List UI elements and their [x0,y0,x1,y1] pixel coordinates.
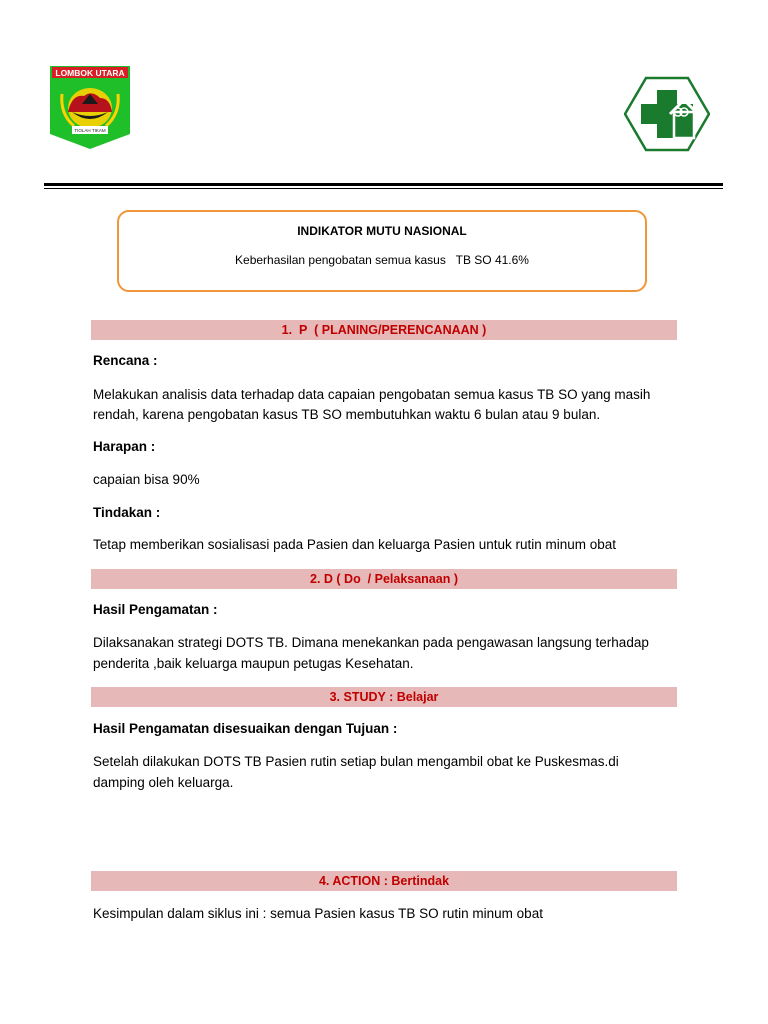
indicator-subtitle: Keberhasilan pengobatan semua kasus TB SO 41.6% [235,253,529,267]
study-line-2: damping oleh keluarga. [93,775,234,790]
section-heading-study: 3. STUDY : Belajar [91,687,677,707]
section-heading-plan: 1. P ( PLANING/PERENCANAAN ) [91,320,677,340]
tindakan-label: Tindakan : [93,505,161,520]
rencana-label: Rencana : [93,353,158,368]
rencana-line-2: rendah, karena pengobatan kasus TB SO membutuhkan waktu 6 bulan atau 9 bulan. [93,407,601,422]
section-heading-action: 4. ACTION : Bertindak [91,871,677,891]
study-line-1: Setelah dilakukan DOTS TB Pasien rutin setiap bulan mengambil obat ke Puskesmas.di [93,754,619,769]
do-line-2: penderita ,baik keluarga maupun petugas Kesehatan. [93,656,414,671]
header-divider-thin [44,188,723,189]
section-heading-do: 2. D ( Do / Pelaksanaan ) [91,569,677,589]
harapan-label: Harapan : [93,439,156,454]
rencana-line-1: Melakukan analisis data terhadap data capaian pengobatan semua kasus TB SO yang masih [93,387,651,402]
puskesmas-cross-icon [624,76,710,152]
crest-motto-text: TIOLAH TIKAM [74,128,106,133]
indicator-title: INDIKATOR MUTU NASIONAL [297,224,467,238]
study-observation-label: Hasil Pengamatan disesuaikan dengan Tujuan : [93,721,398,736]
lombok-utara-crest-icon [48,64,132,150]
harapan-text: capaian bisa 90% [93,472,200,487]
do-line-1: Dilaksanakan strategi DOTS TB. Dimana menekankan pada pengawasan langsung terhadap [93,635,649,650]
action-text: Kesimpulan dalam siklus ini : semua Pasien kasus TB SO rutin minum obat [93,906,543,921]
header-divider-thick [44,183,723,186]
indicator-box [117,210,647,292]
do-observation-label: Hasil Pengamatan : [93,602,218,617]
tindakan-text: Tetap memberikan sosialisasi pada Pasien dan keluarga Pasien untuk rutin minum obat [93,537,617,552]
crest-banner-text: LOMBOK UTARA [55,68,125,78]
